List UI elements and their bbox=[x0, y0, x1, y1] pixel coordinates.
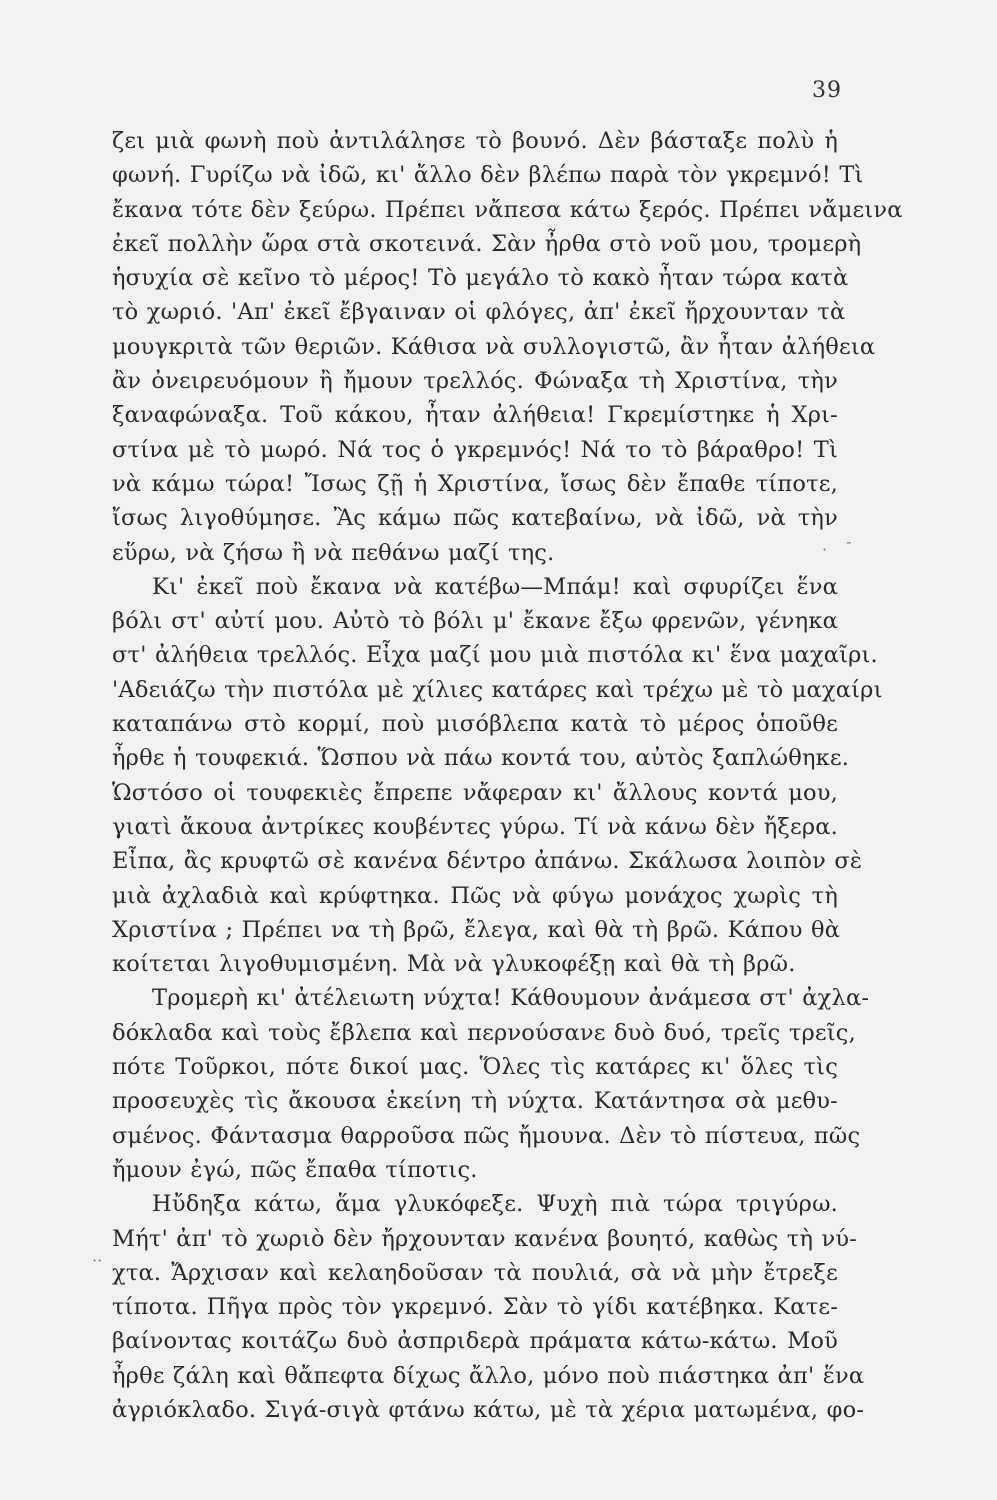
text-line: ἐκεῖ πολλὴν ὥρα στὰ σκοτεινά. Σὰν ἦρθα στὸ νοῦ μου, τρομερὴ bbox=[112, 230, 862, 257]
text-line: βόλι στ' αὐτί μου. Αὐτὸ τὸ βόλι μ' ἔκανε ἔξω φρενῶν, γένηκα bbox=[112, 608, 838, 635]
text-line: Τρομερὴ κι' ἀτέλειωτη νύχτα! Κάθουμουν ἀνάμεσα στ' ἀχλα- bbox=[152, 985, 870, 1012]
text-line: στίνα μὲ τὸ μωρό. Νά τος ὁ γκρεμνός! Νά το τὸ βάραθρο! Τὶ bbox=[112, 436, 838, 463]
text-line: στ' ἀλήθεια τρελλός. Εἶχα μαζί μου μιὰ πιστόλα κι' ἕνα μαχαῖρι. bbox=[112, 642, 878, 669]
body-text bbox=[112, 124, 903, 1427]
text-line: Κι' ἐκεῖ ποὺ ἔκανα νὰ κατέβω—Μπάμ! καὶ σφυρίζει ἕνα bbox=[152, 573, 838, 600]
text-line: μιὰ ἀχλαδιὰ καὶ κρύφτηκα. Πῶς νὰ φύγω μονάχος χωρὶς τὴ bbox=[112, 882, 838, 909]
text-line: ἦρθε ἡ τουφεκιά. Ὥσπου νὰ πάω κοντά του, αὐτὸς ξαπλώθηκε. bbox=[112, 745, 850, 772]
text-line: Ὡστόσο οἱ τουφεκιὲς ἔπρεπε νἄφεραν κι' ἄλλους κοντά μου, bbox=[112, 779, 838, 806]
page-number: 39 bbox=[812, 78, 842, 103]
text-line: ἤμουν ἐγώ, πῶς ἔπαθα τίποτις. bbox=[112, 1156, 478, 1183]
text-line: ξαναφώναξα. Τοῦ κάκου, ἦταν ἀλήθεια! Γκρεμίστηκε ἡ Χρι- bbox=[112, 402, 838, 429]
text-line: ἂν ὀνειρευόμουν ἢ ἤμουν τρελλός. Φώναξα τὴ Χριστίνα, τὴν bbox=[112, 368, 838, 395]
text-line: φωνή. Γυρίζω νὰ ἰδῶ, κι' ἄλλο δὲν βλέπω παρὰ τὸν γκρεμνό! Τὶ bbox=[112, 162, 864, 189]
text-line: ἡσυχία σὲ κεῖνο τὸ μέρος! Τὸ μεγάλο τὸ κακὸ ἦταν τώρα κατὰ bbox=[112, 265, 849, 292]
margin-dots: ·· bbox=[92, 1251, 103, 1270]
text-line: κοίτεται λιγοθυμισμένη. Μὰ νὰ γλυκοφέξῃ καὶ θὰ τὴ βρῶ. bbox=[112, 951, 796, 978]
text-line: γιατὶ ἄκουα ἀντρίκες κουβέντες γύρω. Τί νὰ κάνω δὲν ἤξερα. bbox=[112, 813, 838, 840]
text-line: τίποτα. Πῆγα πρὸς τὸν γκρεμνό. Σὰν τὸ γίδι κατέβηκα. Κατε- bbox=[112, 1294, 838, 1321]
text-line: ἀγριόκλαδο. Σιγά-σιγὰ φτάνω κάτω, μὲ τὰ χέρια ματωμένα, φο- bbox=[112, 1396, 865, 1423]
text-line: πότε Τοῦρκοι, πότε δικοί μας. Ὅλες τὶς κατάρες κι' ὅλες τὶς bbox=[112, 1054, 838, 1081]
text-line: ζει μιὰ φωνὴ ποὺ ἀντιλάλησε τὸ βουνό. Δὲν βάσταξε πολὺ ἡ bbox=[112, 128, 838, 154]
text-line: καταπάνω στὸ κορμί, ποὺ μισόβλεπα κατὰ τὸ μέρος ὁποῦθε bbox=[112, 711, 838, 738]
margin-dash: - bbox=[846, 532, 852, 551]
text-line: χτα. Ἄρχισαν καὶ κελαηδοῦσαν τὰ πουλιά, σὰ νὰ μὴν ἔτρεξε bbox=[112, 1259, 838, 1286]
text-line: σμένος. Φάντασμα θαρροῦσα πῶς ἤμουνα. Δὲν τὸ πίστευα, πῶς bbox=[112, 1122, 861, 1149]
text-line: Εἶπα, ἂς κρυφτῶ σὲ κανένα δέντρο ἀπάνω. Σκάλωσα λοιπὸν σὲ bbox=[112, 848, 863, 875]
text-line: ἴσως λιγοθύμησε. Ἂς κάμω πῶς κατεβαίνω, νὰ ἰδῶ, νὰ τὴν bbox=[112, 505, 838, 532]
text-line: Ηὔδηξα κάτω, ἅμα γλυκόφεξε. Ψυχὴ πιὰ τώρα τριγύρω. bbox=[152, 1191, 838, 1218]
text-line: μουγκριτὰ τῶν θεριῶν. Κάθισα νὰ συλλογιστῶ, ἂν ἦταν ἀλήθεια bbox=[112, 333, 876, 360]
text-line: τὸ χωριό. 'Απ' ἐκεῖ ἔβγαιναν οἱ φλόγες, ἀπ' ἐκεῖ ἤρχουνταν τὰ bbox=[112, 299, 846, 326]
text-line: 'Αδειάζω τὴν πιστόλα μὲ χίλιες κατάρες καὶ τρέχω μὲ τὸ μαχαίρι bbox=[112, 676, 883, 703]
text-line: ἔκανα τότε δὲν ξεύρω. Πρέπει νἄπεσα κάτω ξερός. Πρέπει νἄμεινα bbox=[112, 196, 903, 223]
text-line: ἦρθε ζάλη καὶ θἄπεφτα δίχως ἄλλο, μόνο ποὺ πιάστηκα ἀπ' ἕνα bbox=[112, 1362, 865, 1389]
text-line: Χριστίνα ; Πρέπει να τὴ βρῶ, ἔλεγα, καὶ θὰ τὴ βρῶ. Κάπου θὰ bbox=[112, 916, 841, 943]
text-line: δόκλαδα καὶ τοὺς ἔβλεπα καὶ περνούσανε δυὸ δυό, τρεῖς τρεῖς, bbox=[112, 1019, 856, 1046]
text-line: Μήτ' ἀπ' τὸ χωριὸ δὲν ἤρχουνταν κανένα βουητό, καθὼς τὴ νύ- bbox=[112, 1225, 858, 1252]
text-line: νὰ κάμω τώρα! Ἴσως ζῇ ἡ Χριστίνα, ἴσως δὲν ἔπαθε τίποτε, bbox=[112, 470, 838, 497]
margin-dot: · bbox=[822, 540, 828, 559]
text-line: βαίνοντας κοιτάζω δυὸ ἀσπριδερὰ πράματα κάτω-κάτω. Μοῦ bbox=[112, 1328, 838, 1355]
text-line: προσευχὲς τὶς ἄκουσα ἐκείνη τὴ νύχτα. Κατάντησα σὰ μεθυ- bbox=[112, 1088, 838, 1115]
text-line: εὕρω, νὰ ζήσω ἢ νὰ πεθάνω μαζί της. bbox=[112, 539, 555, 566]
